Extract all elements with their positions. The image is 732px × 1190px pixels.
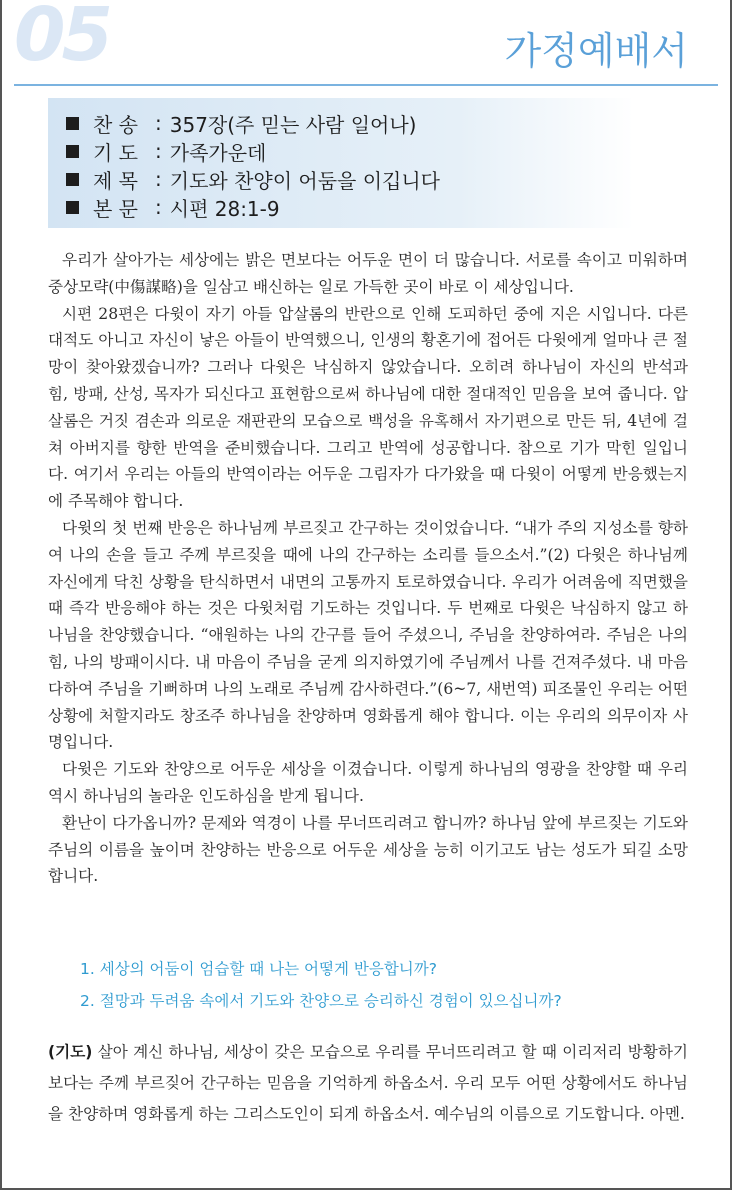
body-paragraph: 시편 28편은 다윗이 자기 아들 압살롬의 반란으로 인해 도피하던 중에 지은 시입니다. 다른 대적도 아니고 자신이 낳은 아들이 반역했으니, 인생의 황혼기에 접어든 다윗에게 얼마나 큰 절망이 찾아왔겠습니까? 그러나 다윗은 낙심하지 않았습니다. 오히려 하나님이 자신의 반석과 힘, 방패, 산성, 목자가 되신다고 표현함으로써 하나님에 대한 절대적인 믿음을 보여 줍니다. 압살롬은 거짓 겸손과 의로운 재판관의 모습으로 백성을 유혹해서 자기편으로 만든 뒤, 4년에 걸쳐 아버지를 향한 반역을 준비했습니다. 그리고 반역에 성공합니다. 참으로 기가 막힌 일입니다. 여기서 우리는 아들의 반역이라는 어두운 그림자가 다가왔을 때 다윗이 어떻게 반응했는지에 주목해야 합니다.	[48, 304, 688, 511]
info-label: 본 문	[93, 196, 138, 221]
info-label: 제 목	[93, 168, 138, 193]
page-border-left	[0, 0, 2, 1190]
body-paragraph: 다윗의 첫 번째 반응은 하나님께 부르짖고 간구하는 것이었습니다. “내가 주의 지성소를 향하여 나의 손을 들고 주께 부르짖을 때에 나의 간구하는 소리를 들으소서.”(2) 다윗은 하나님께 자신에게 닥친 상황을 탄식하면서 내면의 고통까지 토로하였습니다. 우리가 어려움에 직면했을 때 즉각 반응해야 하는 것은 다윗처럼 기도하는 것입니다. 두 번째로 다윗은 낙심하지 않고 하나님을 찬양했습니다. “애원하는 나의 간구를 들어 주셨으니, 주님을 찬양하여라. 주님은 나의 힘, 나의 방패이시다. 내 마음이 주님을 굳게 의지하였기에 주님께서 나를 건져주셨다. 내 마음 다하여 주님을 기뻐하며 나의 노래로 주님께 감사하련다.”(6~7, 새번역) 피조물인 우리는 어떤 상황에 처할지라도 창조주 하나님을 찬양하며 영화롭게 해야 합니다. 이는 우리의 의무이자 사명입니다.	[48, 518, 688, 752]
info-title	[66, 165, 440, 193]
reflection-questions	[80, 953, 700, 1017]
info-colon: :	[155, 139, 162, 163]
body-paragraph: 환난이 다가옵니까? 문제와 역경이 나를 무너뜨리려고 합니까? 하나님 앞에 부르짖는 기도와 주님의 이름을 높이며 찬양하는 반응으로 어두운 세상을 능히 이기고도 남는 성도가 되길 소망합니다.	[48, 813, 688, 886]
info-prayer	[66, 137, 266, 165]
info-hymn	[66, 109, 416, 137]
info-colon: :	[155, 111, 162, 135]
closing-prayer	[48, 1037, 688, 1130]
question-item: 2. 절망과 두려움 속에서 기도와 찬양으로 승리하신 경험이 있으십니까?	[80, 992, 562, 1010]
info-value: 357장(주 믿는 사람 일어나)	[169, 112, 417, 137]
worship-info-box	[48, 98, 634, 228]
square-bullet-icon	[66, 173, 79, 186]
info-label: 기 도	[93, 140, 138, 165]
body-paragraph: 다윗은 기도와 찬양으로 어두운 세상을 이겼습니다. 이렇게 하나님의 영광을 찬양할 때 우리 역시 하나님의 놀라운 인도하심을 받게 됩니다.	[48, 760, 688, 805]
info-label: 찬 송	[93, 112, 138, 137]
prayer-text: 살아 계신 하나님, 세상이 갖은 모습으로 우리를 무너뜨리려고 할 때 이리저리 방황하기보다는 주께 부르짖어 간구하는 믿음을 기억하게 하옵소서. 우리 모두 어떤 상황에서도 하나님을 찬양하며 영화롭게 하는 그리스도인이 되게 하옵소서. 예수님의 이름으로 기도합니다. 아멘.	[48, 1043, 688, 1123]
section-title: 가정예배서	[504, 29, 688, 73]
page-number: 05	[14, 0, 109, 78]
square-bullet-icon	[66, 145, 79, 158]
info-colon: :	[155, 167, 162, 191]
info-value: 가족가운데	[169, 140, 267, 165]
question-item: 1. 세상의 어둠이 엄습할 때 나는 어떻게 반응합니까?	[80, 960, 437, 978]
square-bullet-icon	[66, 117, 79, 130]
square-bullet-icon	[66, 201, 79, 214]
info-value: 기도와 찬양이 어둠을 이깁니다	[169, 168, 440, 193]
info-value: 시편 28:1-9	[169, 196, 280, 221]
prayer-label: (기도)	[48, 1043, 93, 1061]
title-divider	[14, 84, 718, 86]
body-paragraph: 우리가 살아가는 세상에는 밝은 면보다는 어두운 면이 더 많습니다. 서로를 속이고 미워하며 중상모략(中傷謀略)을 일삼고 배신하는 일로 가득한 곳이 바로 이 세상입니다.	[48, 251, 688, 296]
info-colon: :	[155, 195, 162, 219]
sermon-body	[48, 247, 688, 890]
info-scripture	[66, 193, 280, 221]
